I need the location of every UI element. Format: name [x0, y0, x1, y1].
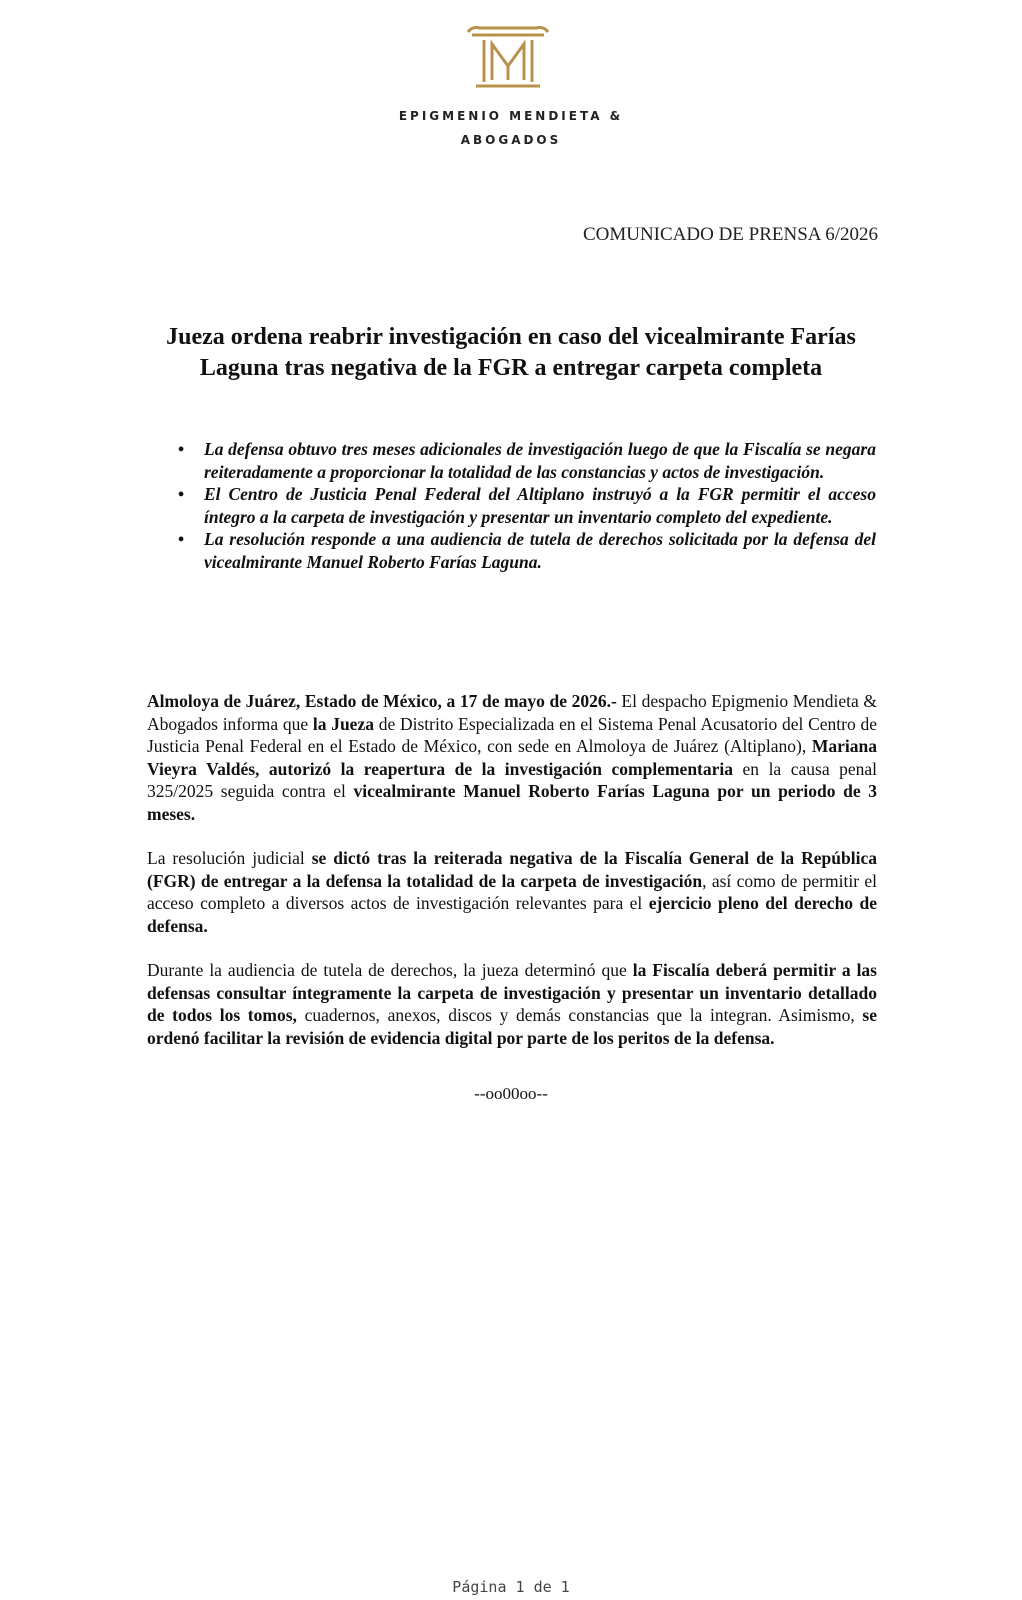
summary-bullet: • La resolución responde a una audiencia de tutela de derechos solicitada por la defensa del vicealmirante Manuel Roberto Farías Laguna.	[176, 528, 876, 573]
paragraph-3	[147, 959, 877, 1049]
summary-bullets	[176, 438, 876, 573]
text-run: El despacho Epigmenio Mendieta & Abogados informa que	[147, 691, 877, 734]
text-run: cuadernos, anexos, discos y demás constancias que la integran. Asimismo,	[296, 1005, 863, 1025]
page-number: Página 1 de 1	[452, 1578, 570, 1596]
text-run-bold: se dictó tras la reiterada negativa de la Fiscalía General de la República (FGR) de entregar a la defensa la totalidad de la carpeta de investigación	[147, 848, 877, 891]
text-run-bold: la Jueza	[312, 713, 374, 734]
summary-bullet: • El Centro de Justicia Penal Federal del Altiplano instruyó a la FGR permitir el acceso íntegro a la carpeta de investigación y presentar un inventario completo del expediente.	[176, 483, 876, 528]
dateline: Almoloya de Juárez, Estado de México, a 17 de mayo de 2026.-	[147, 691, 617, 711]
text-run: en la causa penal 325/2025 seguida contra el	[147, 758, 877, 801]
body-text	[147, 690, 877, 1071]
text-run-bold: se ordenó facilitar la revisión de evidencia digital por parte de los peritos de la defensa.	[147, 1005, 877, 1048]
release-number: COMUNICADO DE PRENSA 6/2026	[582, 224, 878, 245]
text-run: de Distrito Especializada en el Sistema Penal Acusatorio del Centro de Justicia Penal Federal en el Estado de México, con sede en Almoloya de Juárez (Altiplano),	[147, 713, 878, 756]
text-run-bold: ejercicio pleno del derecho de defensa.	[147, 893, 877, 936]
text-run: La resolución judicial	[147, 848, 312, 868]
text-run-bold: Mariana Vieyra Valdés, autorizó la reapertura de la investigación complementaria	[147, 736, 877, 779]
summary-bullet: • La defensa obtuvo tres meses adicionales de investigación luego de que la Fiscalía se negara reiteradamente a proporcionar la totalidad de las constancias y actos de investigación.	[176, 438, 876, 483]
headline: Jueza ordena reabrir investigación en caso del vicealmirante Farías Laguna tras negativa de la FGR a entregar carpeta completa	[166, 324, 856, 381]
text-run-bold: vicealmirante Manuel Roberto Farías Laguna por un periodo de 3 meses.	[147, 781, 877, 824]
firm-name-line1: EPIGMENIO MENDIETA &	[398, 109, 624, 123]
text-run-bold: la Fiscalía deberá permitir a las defensas consultar íntegramente la carpeta de investigación y presentar un inventario detallado de todos los tomos,	[147, 960, 877, 1025]
separator: --oo00oo--	[474, 1084, 548, 1103]
firm-name	[0, 104, 1022, 152]
text-run: , así como de permitir el acceso completo a diversos actos de investigación relevantes para el	[147, 870, 877, 913]
firm-name-line2: ABOGADOS	[460, 133, 562, 147]
column-monogram-icon	[462, 22, 554, 92]
paragraph-2	[147, 847, 877, 937]
paragraph-1	[147, 690, 877, 825]
text-run: Durante la audiencia de tutela de derechos, la jueza determinó que	[147, 960, 633, 980]
